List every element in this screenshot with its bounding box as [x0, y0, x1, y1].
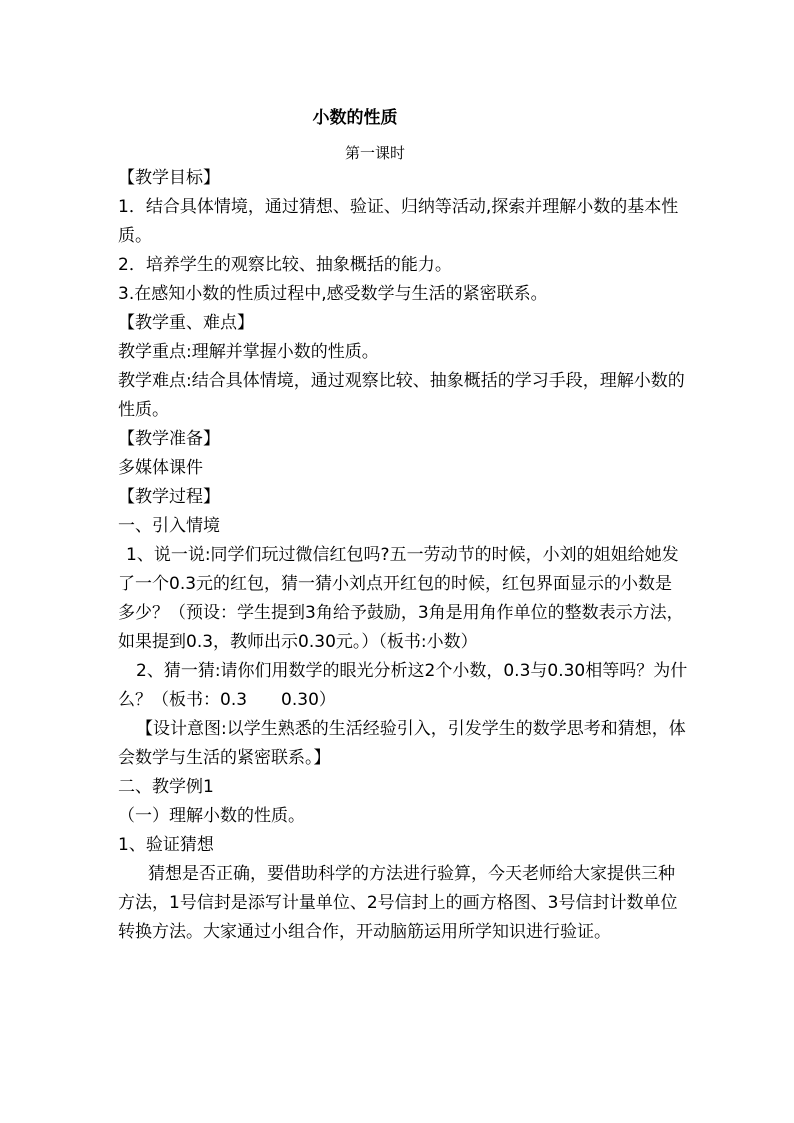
design-intent: 【设计意图:以学生熟悉的生活经验引入，引发学生的数学思考和猜想，体会数学与生活的紧密联系。】: [118, 719, 686, 768]
difficult-point: 教学难点:结合具体情境，通过观察比较、抽象概括的学习手段，理解小数的性质。: [118, 371, 685, 420]
goal-item-3: 3.在感知小数的性质过程中,感受数学与生活的紧密联系。: [118, 284, 548, 304]
part-1-item-1: 1、说一说:同学们玩过微信红包吗?五一劳动节的时候，小刘的姐姐给她发了一个0.3元的红包，猜一猜小刘点开红包的时候，红包界面显示的小数是多少？（预设：学生提到3角给予鼓励，3角是用角作单位的整数表示方法，如果提到0.3，教师出示0.30元。）（板书:小数）: [118, 545, 684, 652]
goal-item-2: 2．培养学生的观察比较、抽象概括的能力。: [118, 255, 452, 275]
document-title: 小数的性质: [312, 108, 398, 128]
section-heading-process: 【教学过程】: [118, 487, 220, 507]
part-1-heading: 一、引入情境: [118, 516, 220, 536]
document-subtitle: 第一课时: [344, 144, 405, 162]
part-1-item-2: 2、猜一猜:请你们用数学的眼光分析这2个小数，0.3与0.30相等吗？为什么？（板书：0.3 0.30）: [118, 661, 688, 710]
document-body: [118, 164, 688, 947]
goal-item-1: 1．结合具体情境，通过猜想、验证、归纳等活动,探索并理解小数的基本性质。: [118, 197, 679, 246]
key-point: 教学重点:理解并掌握小数的性质。: [118, 342, 379, 362]
verify-paragraph: 猜想是否正确，要借助科学的方法进行验算，今天老师给大家提供三种方法，1号信封是添写计量单位、2号信封上的画方格图、3号信封计数单位转换方法。大家通过小组合作，开动脑筋运用所学知识进行验证。: [118, 864, 678, 942]
part-2-heading: 二、教学例1: [118, 777, 214, 797]
section-heading-goals: 【教学目标】: [118, 168, 220, 188]
part-2-sub-1-item: 1、验证猜想: [118, 835, 214, 855]
preparation-item: 多媒体课件: [118, 458, 203, 478]
section-heading-preparation: 【教学准备】: [118, 429, 220, 449]
part-2-subheading-1: （一）理解小数的性质。: [118, 806, 305, 826]
section-heading-key-points: 【教学重、难点】: [118, 313, 254, 333]
